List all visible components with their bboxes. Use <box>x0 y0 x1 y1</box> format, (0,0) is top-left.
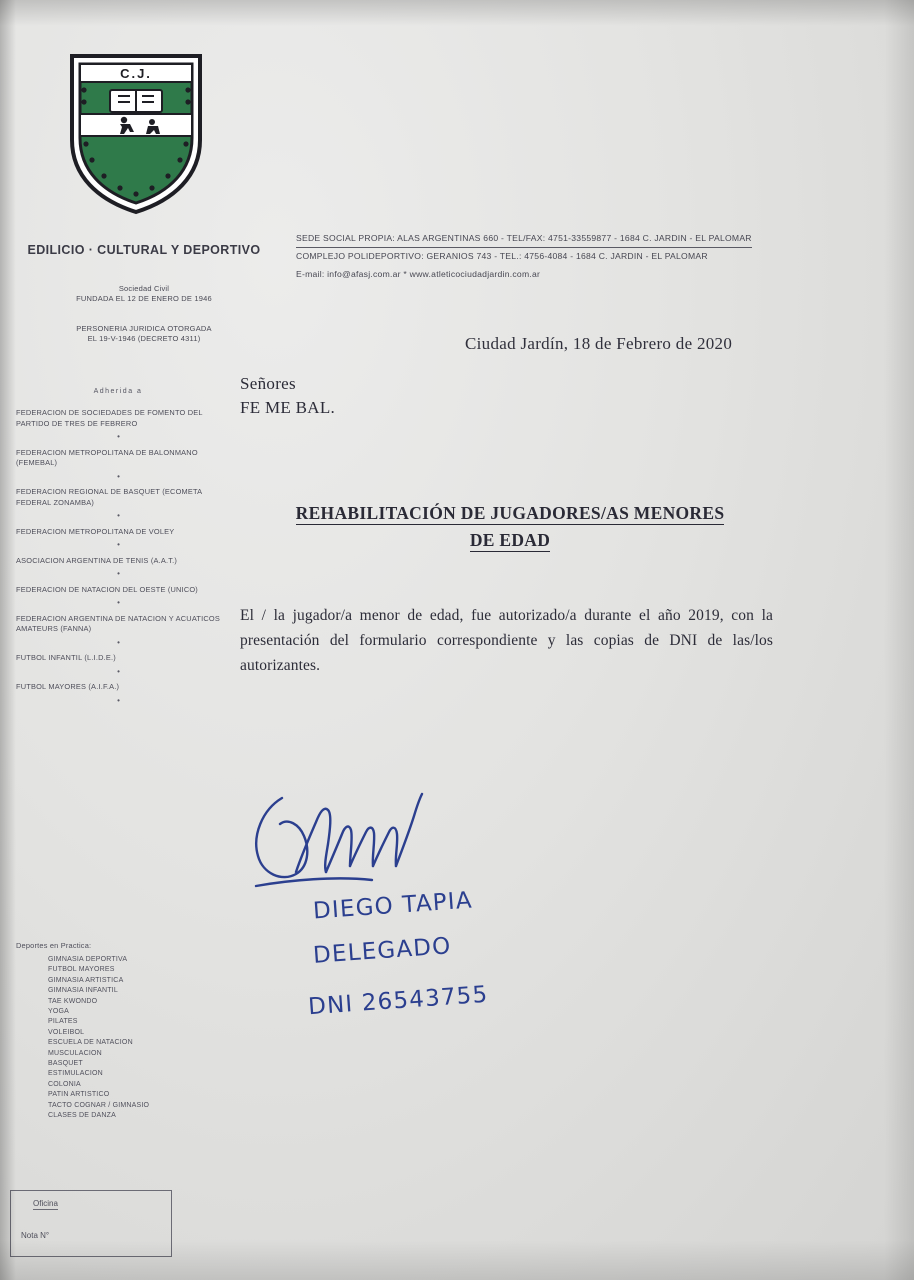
photo-shadow-left <box>0 0 16 1280</box>
list-separator: • <box>117 432 120 441</box>
list-separator: • <box>117 511 120 520</box>
list-separator: • <box>117 540 120 549</box>
sport-item: ESCUELA DE NATACION <box>48 1039 133 1047</box>
sport-item: VOLEIBOL <box>48 1028 85 1036</box>
handwritten-signature <box>244 788 434 898</box>
sport-item: GIMNASIA ARTISTICA <box>48 976 124 984</box>
recipient-block <box>240 372 335 420</box>
address-line-1: SEDE SOCIAL PROPIA: ALAS ARGENTINAS 660 - TEL/FAX: 4751-33559877 - 1684 C. JARDIN - EL PALOMAR <box>296 230 752 248</box>
sport-item: CLASES DE DANZA <box>48 1112 116 1120</box>
list-separator: • <box>117 598 120 607</box>
sport-item: YOGA <box>48 1008 70 1016</box>
recipient-salutation: Señores <box>240 374 296 393</box>
address-line-3: E-mail: info@afasj.com.ar * www.atleticociudadjardin.com.ar <box>296 269 541 279</box>
list-separator: • <box>117 666 120 676</box>
club-name: EDILICIO · CULTURAL Y DEPORTIVO <box>27 243 261 257</box>
legal-line-1: Sociedad Civil <box>118 284 170 293</box>
legal-info-block-1 <box>18 284 270 304</box>
sport-item: TACTO COGNAR / GIMNASIO <box>48 1101 150 1109</box>
sport-item: BASQUET <box>48 1060 83 1068</box>
club-crest-logo <box>62 44 210 216</box>
federation-list <box>16 408 221 711</box>
photo-shadow-right <box>884 0 914 1280</box>
legal-line-3: PERSONERIA JURIDICA OTORGADA <box>76 324 212 333</box>
federation-item: ASOCIACION ARGENTINA DE TENIS (A.A.T.) <box>16 555 178 565</box>
document-title-line-1: REHABILITACIÓN DE JUGADORES/AS MENORES <box>295 503 725 523</box>
handwritten-name: DIEGO TAPIA <box>312 887 474 925</box>
svg-text:C.J.: C.J. <box>120 66 152 81</box>
sport-item: GIMNASIA INFANTIL <box>48 987 118 995</box>
federation-item: FEDERACION METROPOLITANA DE BALONMANO (FEMEBAL) <box>16 447 198 467</box>
letter-body-text: El / la jugador/a menor de edad, fue autorizado/a durante el año 2019, con la presentación del formulario correspondiente y las copias de DNI de las/los autorizantes. <box>240 607 773 674</box>
federation-item: FUTBOL MAYORES (A.I.F.A.) <box>16 682 120 691</box>
sport-item: GIMNASIA DEPORTIVA <box>48 956 128 963</box>
document-title-line-2: DE EDAD <box>469 530 551 550</box>
sports-list-title: Deportes en Practica: <box>16 941 92 950</box>
federation-item: FEDERACION ARGENTINA DE NATACION Y ACUATICOS AMATEURS (FANNA) <box>16 613 220 633</box>
federation-item: FEDERACION DE SOCIEDADES DE FOMENTO DEL PARTIDO DE TRES DE FEBRERO <box>16 408 203 428</box>
list-separator: • <box>117 637 120 647</box>
sport-item: TAE KWONDO <box>48 997 98 1005</box>
federation-item: FUTBOL INFANTIL (L.I.D.E.) <box>16 653 116 662</box>
legal-line-2: FUNDADA EL 12 DE ENERO DE 1946 <box>76 294 212 303</box>
sport-item: ESTIMULACION <box>48 1070 103 1078</box>
list-separator: • <box>117 471 120 481</box>
federation-item: FEDERACION DE NATACION DEL OESTE (UNICO) <box>16 584 198 594</box>
handwritten-role: DELEGADO <box>312 933 453 969</box>
sport-item: COLONIA <box>48 1080 81 1088</box>
document-title <box>240 500 780 554</box>
sport-item: PATIN ARTISTICO <box>48 1091 110 1099</box>
sport-item: PILATES <box>48 1018 78 1026</box>
note-number-label: Nota N° <box>21 1231 50 1240</box>
letterhead-address <box>296 230 871 282</box>
office-label: Oficina <box>33 1199 58 1208</box>
handwritten-dni: DNI 26543755 <box>307 981 490 1021</box>
recipient-name: FE ME BAL. <box>240 398 336 417</box>
sport-item: FUTBOL MAYORES <box>48 966 115 974</box>
list-separator: • <box>117 569 120 578</box>
legal-info-block-2 <box>18 324 270 344</box>
federation-item: FEDERACION REGIONAL DE BASQUET (ECOMETA FEDERAL ZONAMBA) <box>16 487 202 507</box>
legal-line-4: EL 19-V-1946 (DECRETO 4311) <box>87 334 201 343</box>
federation-item: FEDERACION METROPOLITANA DE VOLEY <box>16 526 175 536</box>
address-line-2: COMPLEJO POLIDEPORTIVO: GERANIOS 743 - TEL.: 4756-4084 - 1684 C. JARDIN - EL PALOMAR <box>296 251 708 261</box>
photo-shadow-top <box>0 0 914 26</box>
dateline: Ciudad Jardín, 18 de Febrero de 2020 <box>465 334 733 353</box>
sport-item: MUSCULACION <box>48 1049 102 1057</box>
list-separator: • <box>117 695 120 705</box>
adherida-label: Adherida a <box>93 388 143 395</box>
sports-list <box>48 955 218 1122</box>
photo-shadow-bottom <box>0 1240 914 1280</box>
